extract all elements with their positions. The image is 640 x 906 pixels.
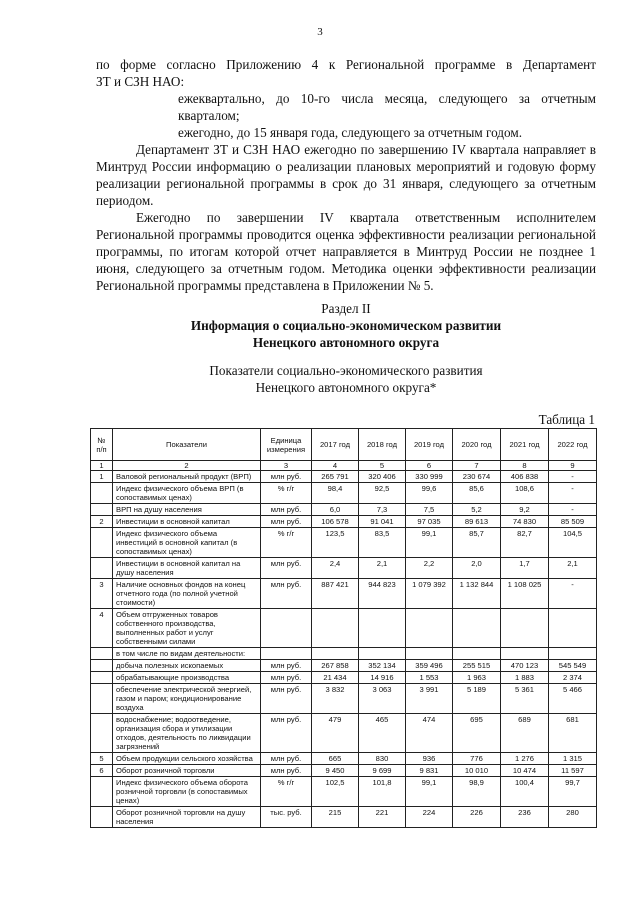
table-row (91, 471, 597, 483)
table-row (91, 648, 597, 660)
value-cell: 102,5 (312, 777, 359, 807)
value-cell: 470 123 (501, 660, 549, 672)
value-cell: 5 189 (453, 684, 501, 714)
value-cell (359, 648, 406, 660)
value-cell (359, 609, 406, 648)
value-cell: 91 041 (359, 516, 406, 528)
value-cell: 9 699 (359, 765, 406, 777)
value-cell: 123,5 (312, 528, 359, 558)
header-year: 2017 год (312, 429, 359, 461)
indicators-table (90, 428, 597, 828)
unit-cell: млн руб. (261, 714, 312, 753)
row-number (91, 528, 113, 558)
col-number: 8 (501, 461, 549, 471)
row-number: 2 (91, 516, 113, 528)
value-cell (312, 609, 359, 648)
table-row (91, 807, 597, 828)
value-cell: 10 010 (453, 765, 501, 777)
value-cell: 776 (453, 753, 501, 765)
table-row (91, 765, 597, 777)
value-cell: 85 509 (549, 516, 597, 528)
value-cell: 5 361 (501, 684, 549, 714)
table-row (91, 753, 597, 765)
value-cell: 1,7 (501, 558, 549, 579)
value-cell: 99,1 (406, 777, 453, 807)
value-cell: 352 134 (359, 660, 406, 672)
col-number: 3 (261, 461, 312, 471)
value-cell: 359 496 (406, 660, 453, 672)
table-row (91, 504, 597, 516)
value-cell: 74 830 (501, 516, 549, 528)
value-cell: 280 (549, 807, 597, 828)
value-cell: 226 (453, 807, 501, 828)
value-cell: 1 315 (549, 753, 597, 765)
value-cell: - (549, 471, 597, 483)
header-unit: Единица измерения (261, 429, 312, 461)
unit-cell: млн руб. (261, 672, 312, 684)
section-title-line-1: Информация о социально-экономическом развитии (190, 318, 502, 333)
table-row (91, 609, 597, 648)
indicator-name: добыча полезных ископаемых (113, 660, 261, 672)
value-cell: 98,9 (453, 777, 501, 807)
yearly-deadline: ежегодно, до 15 января года, следующего за отчетным годом. (178, 125, 522, 140)
value-cell (312, 648, 359, 660)
unit-cell (261, 648, 312, 660)
value-cell: 681 (549, 714, 597, 753)
table-row (91, 579, 597, 609)
value-cell: 85,7 (453, 528, 501, 558)
value-cell: 10 474 (501, 765, 549, 777)
value-cell: 9,2 (501, 504, 549, 516)
value-cell (406, 609, 453, 648)
value-cell: 98,4 (312, 483, 359, 504)
value-cell: 7,3 (359, 504, 406, 516)
table-row (91, 672, 597, 684)
col-number: 7 (453, 461, 501, 471)
indicator-name: Индекс физического объема оборота розничной торговли (в сопоставимых ценах) (113, 777, 261, 807)
section-title-line-2: Ненецкого автономного округа (252, 335, 440, 350)
row-number: 4 (91, 609, 113, 648)
value-cell: 82,7 (501, 528, 549, 558)
value-cell: 265 791 (312, 471, 359, 483)
value-cell: 21 434 (312, 672, 359, 684)
value-cell (501, 609, 549, 648)
value-cell: 2,1 (549, 558, 597, 579)
table-row (91, 483, 597, 504)
header-year: 2022 год (549, 429, 597, 461)
value-cell: 5,2 (453, 504, 501, 516)
indicator-name: Наличие основных фондов на конец отчетного года (по полной учетной стоимости) (113, 579, 261, 609)
col-number: 6 (406, 461, 453, 471)
unit-cell: % г/г (261, 777, 312, 807)
value-cell: 9 831 (406, 765, 453, 777)
unit-cell: млн руб. (261, 471, 312, 483)
unit-cell: % г/г (261, 483, 312, 504)
value-cell: - (549, 504, 597, 516)
table-header-row (91, 429, 597, 461)
row-number: 1 (91, 471, 113, 483)
value-cell: 224 (406, 807, 453, 828)
value-cell: 545 549 (549, 660, 597, 672)
value-cell: 1 276 (501, 753, 549, 765)
indicator-name: ВРП на душу населения (113, 504, 261, 516)
indicator-name: в том числе по видам деятельности: (113, 648, 261, 660)
column-number-row (91, 461, 597, 471)
col-number: 5 (359, 461, 406, 471)
value-cell: 944 823 (359, 579, 406, 609)
col-number: 4 (312, 461, 359, 471)
indicator-name: обеспечение электрической энергией, газом и паром; кондиционирование воздуха (113, 684, 261, 714)
col-number: 1 (91, 461, 113, 471)
paragraph-report: Департамент ЗТ и СЗН НАО ежегодно по завершению IV квартала направляет в Минтруд России информацию о реализации плановых мероприятий и годовую форму реализации региональной программы в срок до 31 января, следующего за отчетным периодом. (96, 142, 596, 208)
value-cell (453, 609, 501, 648)
indicator-name: Индекс физического объема ВРП (в сопоставимых ценах) (113, 483, 261, 504)
value-cell: 936 (406, 753, 453, 765)
value-cell: 1 079 392 (406, 579, 453, 609)
value-cell: - (549, 579, 597, 609)
value-cell: - (549, 483, 597, 504)
value-cell: 5 466 (549, 684, 597, 714)
indicator-name: водоснабжение; водоотведение, организация сбора и утилизации отходов, деятельность по ликвидации загрязнений (113, 714, 261, 753)
value-cell: 479 (312, 714, 359, 753)
section-label: Раздел II (321, 301, 371, 316)
value-cell: 3 832 (312, 684, 359, 714)
row-number (91, 558, 113, 579)
row-number (91, 648, 113, 660)
value-cell: 1 553 (406, 672, 453, 684)
indicator-name: Валовой региональный продукт (ВРП) (113, 471, 261, 483)
value-cell: 99,1 (406, 528, 453, 558)
value-cell: 320 406 (359, 471, 406, 483)
row-number (91, 807, 113, 828)
row-number: 6 (91, 765, 113, 777)
table-label: Таблица 1 (538, 412, 595, 427)
table-row (91, 558, 597, 579)
indicator-name: Инвестиции в основной капитал на душу населения (113, 558, 261, 579)
value-cell: 100,4 (501, 777, 549, 807)
unit-cell: млн руб. (261, 579, 312, 609)
value-cell: 665 (312, 753, 359, 765)
value-cell (501, 648, 549, 660)
header-year: 2018 год (359, 429, 406, 461)
value-cell: 106 578 (312, 516, 359, 528)
value-cell: 6,0 (312, 504, 359, 516)
unit-cell: % г/г (261, 528, 312, 558)
value-cell: 236 (501, 807, 549, 828)
row-number (91, 483, 113, 504)
header-year: 2021 год (501, 429, 549, 461)
value-cell: 97 035 (406, 516, 453, 528)
row-number (91, 714, 113, 753)
unit-cell: тыс. руб. (261, 807, 312, 828)
row-number: 5 (91, 753, 113, 765)
col-number: 2 (113, 461, 261, 471)
value-cell: 330 999 (406, 471, 453, 483)
table-row (91, 777, 597, 807)
unit-cell: млн руб. (261, 660, 312, 672)
value-cell: 9 450 (312, 765, 359, 777)
unit-cell (261, 609, 312, 648)
indicator-name: обрабатывающие производства (113, 672, 261, 684)
row-number (91, 777, 113, 807)
value-cell: 89 613 (453, 516, 501, 528)
row-number: 3 (91, 579, 113, 609)
unit-cell: млн руб. (261, 558, 312, 579)
value-cell: 1 132 844 (453, 579, 501, 609)
value-cell (453, 648, 501, 660)
table-row (91, 714, 597, 753)
unit-cell: млн руб. (261, 765, 312, 777)
value-cell: 215 (312, 807, 359, 828)
value-cell: 2,2 (406, 558, 453, 579)
indicator-name: Объем отгруженных товаров собственного производства, выполненных работ и услуг собственными силами (113, 609, 261, 648)
unit-cell: млн руб. (261, 504, 312, 516)
unit-cell: млн руб. (261, 753, 312, 765)
value-cell: 406 838 (501, 471, 549, 483)
subtitle-line-2: Ненецкого автономного округа* (255, 380, 437, 395)
indicator-name: Индекс физического объема инвестиций в основной капитал (в сопоставимых ценах) (113, 528, 261, 558)
value-cell: 2,1 (359, 558, 406, 579)
value-cell: 101,8 (359, 777, 406, 807)
value-cell (549, 648, 597, 660)
header-num: № п/п (91, 429, 113, 461)
table-row (91, 660, 597, 672)
value-cell: 3 063 (359, 684, 406, 714)
unit-cell: млн руб. (261, 684, 312, 714)
unit-cell: млн руб. (261, 516, 312, 528)
value-cell: 1 108 025 (501, 579, 549, 609)
value-cell: 85,6 (453, 483, 501, 504)
value-cell: 7,5 (406, 504, 453, 516)
table-subtitle (96, 362, 596, 396)
intro-line-1: по форме согласно Приложению 4 к Региональной программе в Департамент (96, 57, 596, 72)
table-row (91, 684, 597, 714)
table-row (91, 528, 597, 558)
col-number: 9 (549, 461, 597, 471)
value-cell: 11 597 (549, 765, 597, 777)
table-row (91, 516, 597, 528)
value-cell: 99,7 (549, 777, 597, 807)
row-number (91, 504, 113, 516)
value-cell: 830 (359, 753, 406, 765)
value-cell: 14 916 (359, 672, 406, 684)
value-cell: 92,5 (359, 483, 406, 504)
indicator-name: Объем продукции сельского хозяйства (113, 753, 261, 765)
intro-block (96, 56, 596, 294)
value-cell: 104,5 (549, 528, 597, 558)
header-year: 2020 год (453, 429, 501, 461)
value-cell (549, 609, 597, 648)
header-year: 2019 год (406, 429, 453, 461)
value-cell: 3 991 (406, 684, 453, 714)
value-cell: 230 674 (453, 471, 501, 483)
value-cell: 221 (359, 807, 406, 828)
value-cell: 695 (453, 714, 501, 753)
value-cell: 267 858 (312, 660, 359, 672)
subtitle-line-1: Показатели социально-экономического развития (209, 363, 483, 378)
value-cell: 108,6 (501, 483, 549, 504)
value-cell: 465 (359, 714, 406, 753)
section-heading (96, 300, 596, 351)
value-cell: 887 421 (312, 579, 359, 609)
value-cell: 689 (501, 714, 549, 753)
quarterly-deadline: ежеквартально, до 10-го числа месяца, следующего за отчетным кварталом; (178, 91, 596, 123)
row-number (91, 660, 113, 672)
value-cell: 2,0 (453, 558, 501, 579)
intro-line-2: ЗТ и СЗН НАО: (96, 74, 185, 89)
indicator-name: Инвестиции в основной капитал (113, 516, 261, 528)
value-cell: 474 (406, 714, 453, 753)
page-number: 3 (317, 26, 323, 38)
value-cell: 99,6 (406, 483, 453, 504)
header-indicator: Показатели (113, 429, 261, 461)
row-number (91, 684, 113, 714)
value-cell: 1 883 (501, 672, 549, 684)
indicator-name: Оборот розничной торговли (113, 765, 261, 777)
value-cell: 1 963 (453, 672, 501, 684)
row-number (91, 672, 113, 684)
value-cell: 2 374 (549, 672, 597, 684)
value-cell: 255 515 (453, 660, 501, 672)
value-cell: 83,5 (359, 528, 406, 558)
paragraph-evaluation: Ежегодно по завершении IV квартала ответственным исполнителем Региональной программы проводится оценка эффективности реализации региональной программы, по итогам которой отчет направляется в Минтруд России не позднее 1 июня, следующего за отчетным годом. Методика оценки эффективности реализации Региональной программы представлена в Приложении № 5. (96, 210, 596, 293)
value-cell (406, 648, 453, 660)
indicator-name: Оборот розничной торговли на душу населения (113, 807, 261, 828)
value-cell: 2,4 (312, 558, 359, 579)
